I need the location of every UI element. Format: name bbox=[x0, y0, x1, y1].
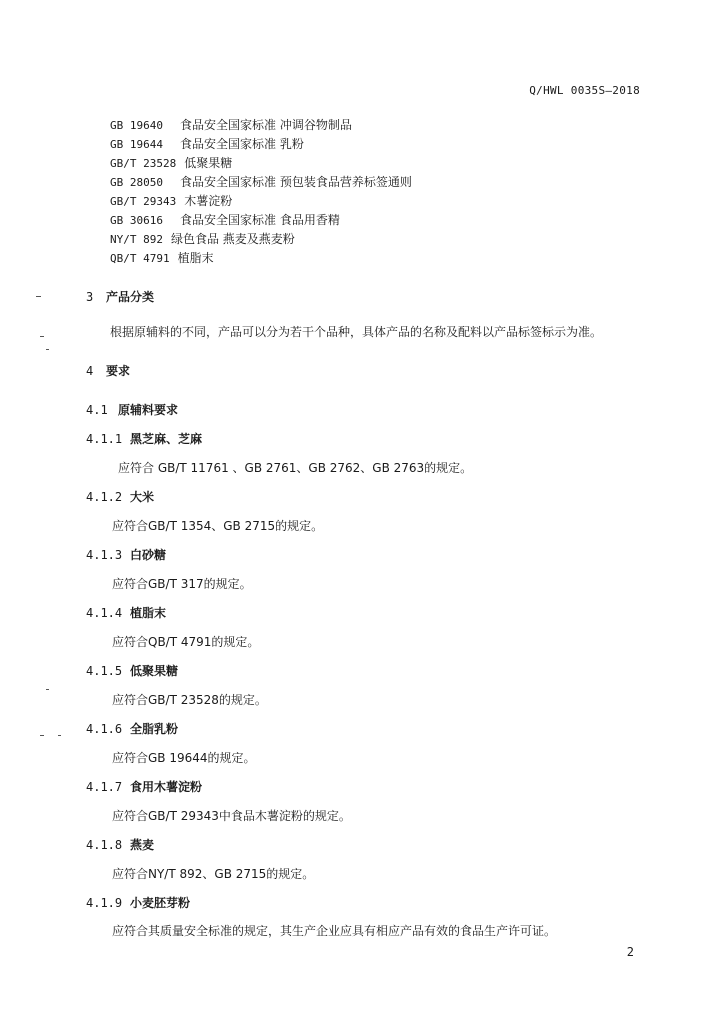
reference-code: NY/T 892 bbox=[110, 233, 163, 246]
reference-title: 食品安全国家标准 乳粉 bbox=[180, 137, 304, 151]
subsection-heading bbox=[86, 401, 178, 418]
section-number: 4 bbox=[86, 364, 94, 378]
paragraph: 应符合GB 19644的规定。 bbox=[112, 751, 256, 765]
reference-code: QB/T 4791 bbox=[110, 252, 170, 265]
section-heading bbox=[86, 362, 130, 379]
clause-number: 4.1.8 bbox=[86, 838, 123, 852]
reference-title: 绿色食品 燕麦及燕麦粉 bbox=[170, 232, 295, 246]
clause-title: 低聚果糖 bbox=[130, 664, 179, 678]
list-item bbox=[110, 135, 412, 154]
reference-code: GB/T 23528 bbox=[110, 157, 177, 170]
reference-code: GB/T 29343 bbox=[110, 195, 177, 208]
clause-title: 小麦胚芽粉 bbox=[130, 896, 191, 910]
section-heading bbox=[86, 288, 154, 305]
list-item bbox=[110, 211, 412, 230]
section-number: 3 bbox=[86, 290, 94, 304]
paragraph: 应符合GB/T 29343中食品木薯淀粉的规定。 bbox=[112, 809, 351, 823]
clause-number: 4.1.5 bbox=[86, 664, 123, 678]
reference-code: GB 19640 bbox=[110, 119, 163, 132]
reference-title: 食品安全国家标准 冲调谷物制品 bbox=[180, 118, 352, 132]
scan-mark bbox=[58, 735, 61, 736]
clause-number: 4.1.2 bbox=[86, 490, 123, 504]
scan-mark bbox=[46, 689, 49, 690]
paragraph: 应符合 GB/T 11761 、GB 2761、GB 2762、GB 2763的规定。 bbox=[118, 461, 473, 475]
reference-title: 低聚果糖 bbox=[184, 156, 233, 170]
scan-mark bbox=[40, 735, 44, 736]
reference-code: GB 30616 bbox=[110, 214, 163, 227]
subsection-title: 原辅料要求 bbox=[118, 403, 179, 417]
clause-title: 植脂末 bbox=[130, 606, 167, 620]
clause-heading bbox=[86, 894, 190, 911]
clause-heading bbox=[86, 430, 202, 447]
reference-title: 木薯淀粉 bbox=[184, 194, 233, 208]
page-number: 2 bbox=[626, 945, 634, 959]
clause-heading bbox=[86, 488, 154, 505]
paragraph: 应符合NY/T 892、GB 2715的规定。 bbox=[112, 867, 315, 881]
section-title: 产品分类 bbox=[106, 290, 155, 304]
clause-heading bbox=[86, 604, 166, 621]
paragraph: 应符合GB/T 23528的规定。 bbox=[112, 693, 267, 707]
list-item bbox=[110, 249, 412, 268]
reference-code: GB 28050 bbox=[110, 176, 163, 189]
clause-number: 4.1.9 bbox=[86, 896, 123, 910]
clause-number: 4.1.4 bbox=[86, 606, 123, 620]
paragraph: 根据原辅料的不同，产品可以分为若干个品种，具体产品的名称及配料以产品标签标示为准。 bbox=[110, 325, 603, 339]
clause-heading bbox=[86, 546, 166, 563]
clause-title: 白砂糖 bbox=[130, 548, 167, 562]
scan-mark bbox=[36, 296, 41, 297]
list-item bbox=[110, 173, 412, 192]
clause-title: 燕麦 bbox=[130, 838, 155, 852]
clause-number: 4.1.6 bbox=[86, 722, 123, 736]
reference-code: GB 19644 bbox=[110, 138, 163, 151]
list-item bbox=[110, 192, 412, 211]
reference-title: 食品安全国家标准 预包装食品营养标签通则 bbox=[180, 175, 412, 189]
scan-mark bbox=[46, 349, 49, 350]
list-item bbox=[110, 230, 412, 249]
clause-heading bbox=[86, 778, 202, 795]
scan-mark bbox=[40, 336, 44, 337]
list-item bbox=[110, 116, 412, 135]
clause-heading bbox=[86, 720, 178, 737]
reference-title: 植脂末 bbox=[177, 251, 214, 265]
section-title: 要求 bbox=[106, 364, 131, 378]
list-item bbox=[110, 154, 412, 173]
clause-heading bbox=[86, 836, 154, 853]
paragraph: 应符合GB/T 317的规定。 bbox=[112, 577, 252, 591]
clause-title: 食用木薯淀粉 bbox=[130, 780, 203, 794]
subsection-number: 4.1 bbox=[86, 403, 108, 417]
paragraph: 应符合GB/T 1354、GB 2715的规定。 bbox=[112, 519, 324, 533]
clause-heading bbox=[86, 662, 178, 679]
clause-title: 全脂乳粉 bbox=[130, 722, 179, 736]
paragraph: 应符合QB/T 4791的规定。 bbox=[112, 635, 260, 649]
reference-title: 食品安全国家标准 食品用香精 bbox=[180, 213, 340, 227]
clause-number: 4.1.3 bbox=[86, 548, 123, 562]
clause-title: 黑芝麻、芝麻 bbox=[130, 432, 203, 446]
clause-number: 4.1.7 bbox=[86, 780, 123, 794]
clause-number: 4.1.1 bbox=[86, 432, 123, 446]
clause-title: 大米 bbox=[130, 490, 155, 504]
paragraph: 应符合其质量安全标准的规定，其生产企业应具有相应产品有效的食品生产许可证。 bbox=[112, 924, 557, 938]
reference-list bbox=[110, 116, 412, 268]
document-code: Q/HWL 0035S—2018 bbox=[529, 84, 640, 97]
